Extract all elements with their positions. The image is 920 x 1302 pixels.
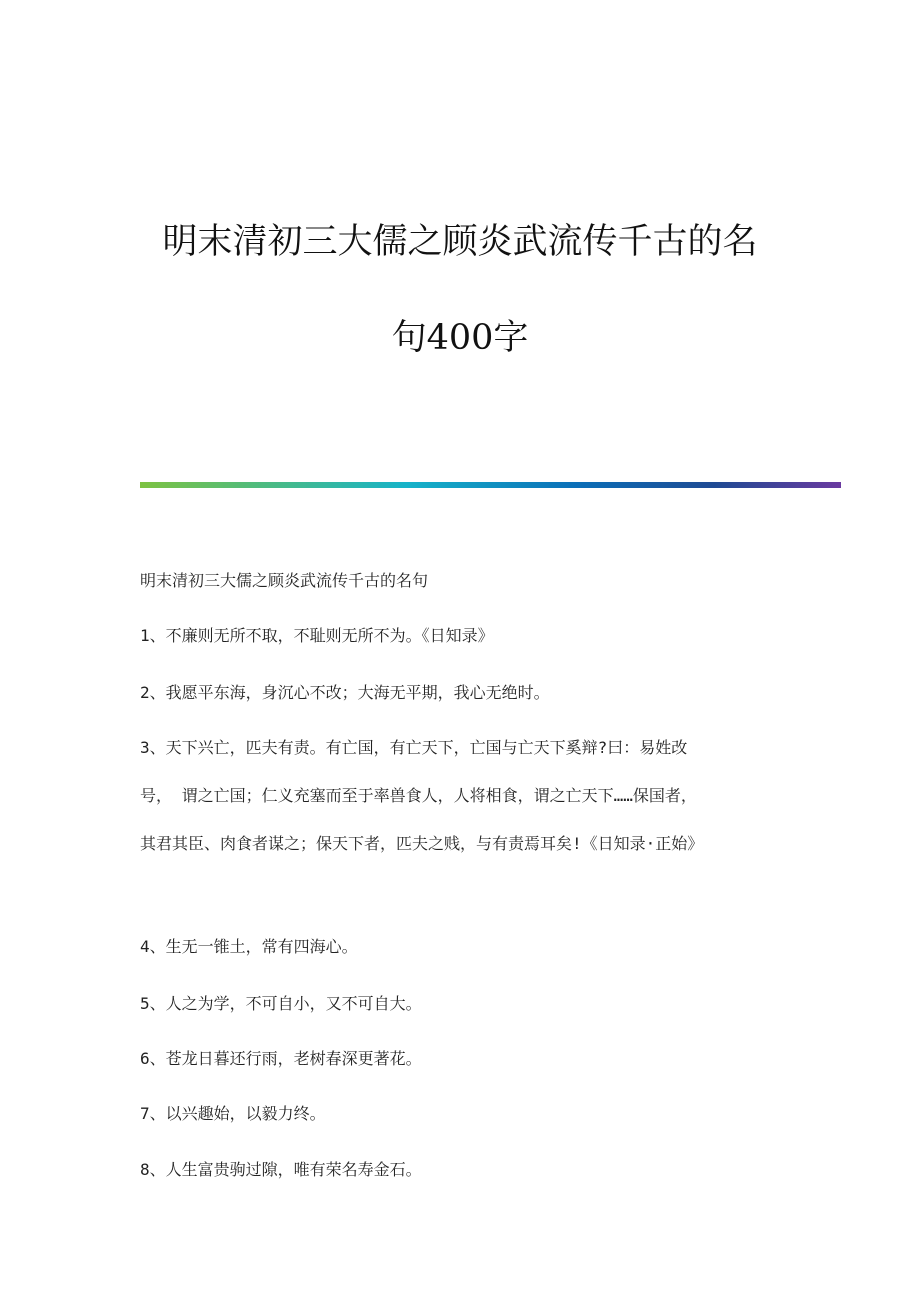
title-line-2: 句400字 bbox=[391, 318, 529, 358]
quote-1: 1、不廉则无所不取，不耻则无所不为。《日知录》 bbox=[140, 626, 494, 645]
quote-2: 2、我愿平东海，身沉心不改；大海无平期，我心无绝时。 bbox=[140, 683, 550, 702]
quote-7: 7、以兴趣始，以毅力终。 bbox=[140, 1104, 326, 1123]
quote-5: 5、人之为学，不可自小，又不可自大。 bbox=[140, 994, 422, 1013]
title-line-1: 明末清初三大儒之顾炎武流传千古的名 bbox=[162, 222, 758, 262]
quote-4: 4、生无一锥土，常有四海心。 bbox=[140, 937, 358, 956]
quote-6: 6、苍龙日暮还行雨，老树春深更著花。 bbox=[140, 1049, 422, 1068]
quote-3-line-3: 其君其臣、肉食者谋之；保天下者，匹夫之贱，与有责焉耳矣!《日知录·正始》 bbox=[140, 834, 704, 853]
quote-3-line-1: 3、天下兴亡，匹夫有责。有亡国，有亡天下，亡国与亡天下奚辩?曰：易姓改 bbox=[140, 738, 688, 757]
quote-3-line-2: 号， 谓之亡国；仁义充塞而至于率兽食人，人将相食，谓之亡天下……保国者， bbox=[140, 786, 697, 805]
subtitle: 明末清初三大儒之顾炎武流传千古的名句 bbox=[140, 571, 429, 590]
gradient-divider bbox=[140, 482, 841, 488]
quote-8: 8、人生富贵驹过隙，唯有荣名寿金石。 bbox=[140, 1160, 422, 1179]
